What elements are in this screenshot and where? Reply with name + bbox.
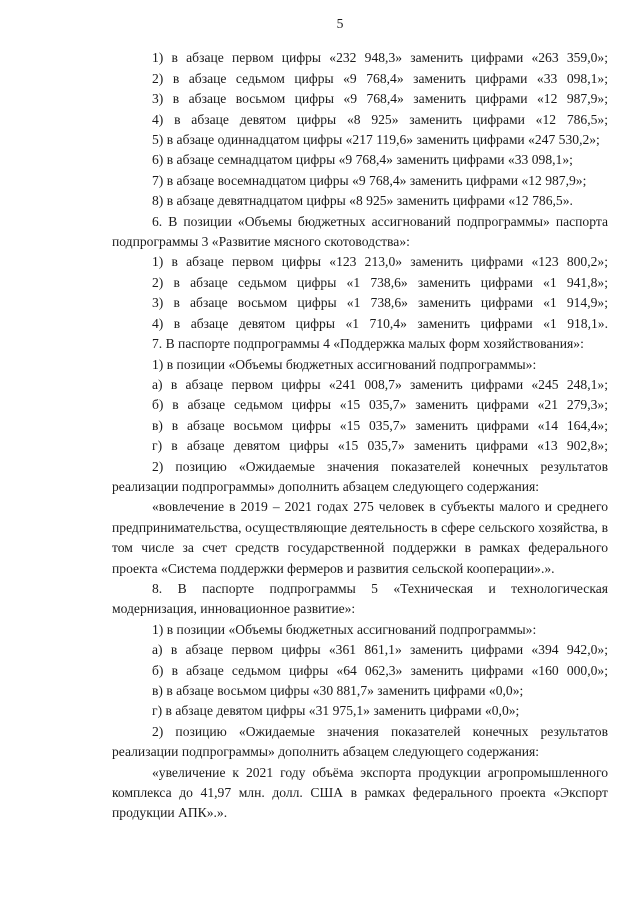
paragraph: 4) в абзаце девятом цифры «1 710,4» заменить цифрами «1 918,1».	[152, 315, 608, 331]
paragraph: 1) в позиции «Объемы бюджетных ассигнований подпрограммы»:	[152, 621, 537, 637]
paragraph: в) в абзаце восьмом цифры «30 881,7» заменить цифрами «0,0»;	[152, 683, 524, 698]
paragraph: 1) в абзаце первом цифры «123 213,0» заменить цифрами «123 800,2»;	[152, 254, 608, 270]
paragraph: 2) позицию «Ожидаемые значения показателей конечных результатов реализации подпрограммы» дополнить абзацем следующего содержания:	[112, 723, 608, 760]
paragraph: 3) в абзаце восьмом цифры «9 768,4» заменить цифрами «12 987,9»;	[152, 91, 608, 107]
paragraph: 1) в абзаце первом цифры «232 948,3» заменить цифрами «263 359,0»;	[152, 50, 608, 66]
paragraph: 6. В позиции «Объемы бюджетных ассигнований подпрограммы» паспорта подпрограммы 3 «Развитие мясного скотоводства»:	[112, 213, 608, 250]
paragraph: 7. В паспорте подпрограммы 4 «Поддержка малых форм хозяйствования»:	[152, 336, 584, 352]
paragraph: 8) в абзаце девятнадцатом цифры «8 925» заменить цифрами «12 786,5».	[152, 193, 573, 209]
paragraph: 6) в абзаце семнадцатом цифры «9 768,4» заменить цифрами «33 098,1»;	[152, 152, 573, 168]
paragraph: 2) позицию «Ожидаемые значения показателей конечных результатов реализации подпрограммы» дополнить абзацем следующего содержания:	[112, 458, 608, 494]
paragraph: в) в абзаце восьмом цифры «15 035,7» заменить цифрами «14 164,4»;	[152, 417, 608, 433]
paragraph: 2) в абзаце седьмом цифры «1 738,6» заменить цифрами «1 941,8»;	[152, 274, 608, 290]
paragraph: б) в абзаце седьмом цифры «64 062,3» заменить цифрами «160 000,0»;	[152, 662, 608, 678]
paragraph: а) в абзаце первом цифры «241 008,7» заменить цифрами «245 248,1»;	[152, 376, 608, 392]
paragraph: 5) в абзаце одиннадцатом цифры «217 119,6» заменить цифрами «247 530,2»;	[152, 132, 600, 148]
page-number: 5	[336, 16, 344, 31]
paragraph: 4) в абзаце девятом цифры «8 925» заменить цифрами «12 786,5»;	[152, 111, 608, 127]
paragraph: г) в абзаце девятом цифры «15 035,7» заменить цифрами «13 902,8»;	[152, 438, 608, 454]
paragraph: «вовлечение в 2019 – 2021 годах 275 человек в субъекты малого и среднего предпринимательства, осуществляющие деятельность в сфере сельского хозяйства, в том числе за счет средств государственной поддержки в рамках федерального проекта «Система поддержки фермеров и развития сельской кооперации».».	[112, 499, 608, 576]
paragraph: а) в абзаце первом цифры «361 861,1» заменить цифрами «394 942,0»;	[152, 642, 608, 658]
paragraph: б) в абзаце седьмом цифры «15 035,7» заменить цифрами «21 279,3»;	[152, 397, 608, 413]
paragraph: 7) в абзаце восемнадцатом цифры «9 768,4» заменить цифрами «12 987,9»;	[152, 172, 587, 188]
paragraph: 2) в абзаце седьмом цифры «9 768,4» заменить цифрами «33 098,1»;	[152, 70, 608, 86]
paragraph: 3) в абзаце восьмом цифры «1 738,6» заменить цифрами «1 914,9»;	[152, 295, 608, 311]
paragraph: 1) в позиции «Объемы бюджетных ассигнований подпрограммы»:	[152, 356, 537, 372]
paragraph: 8. В паспорте подпрограммы 5 «Техническая и технологическая модернизация, инновационное развитие»:	[112, 580, 608, 617]
document-body	[112, 48, 608, 823]
paragraph: г) в абзаце девятом цифры «31 975,1» заменить цифрами «0,0»;	[152, 703, 520, 719]
paragraph: «увеличение к 2021 году объёма экспорта продукции агропромышленного комплекса до 41,97 млн. долл. США в рамках федерального проекта «Экспорт продукции АПК».».	[112, 764, 608, 821]
